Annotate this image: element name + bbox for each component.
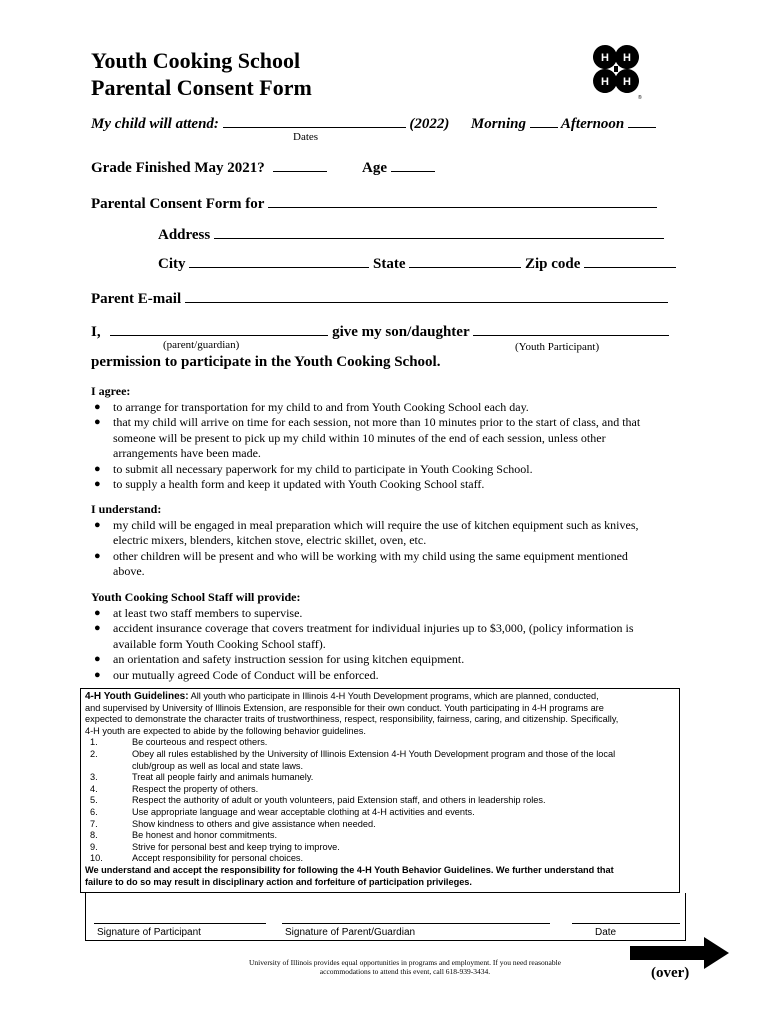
list-item: ● our mutually agreed Code of Conduct will be enforced.: [94, 667, 379, 682]
4-h-clover-icon: [588, 42, 644, 102]
page-title-line2: Parental Consent Form: [91, 75, 312, 100]
morning-label: Morning: [470, 116, 526, 132]
staff-section: [91, 590, 691, 683]
guidelines-intro-line: and supervised by University of Illinois Extension, are responsible for their own conduct. Youth participating in 4-H programs are: [85, 702, 604, 713]
guideline-item-continued: club/group as well as local and state laws.: [132, 760, 304, 771]
signature-box: [85, 893, 686, 941]
guideline-item: 2. Obey all rules established by the University of Illinois Extension 4-H Youth Development program and those of the local: [90, 748, 616, 759]
guideline-item: 9. Strive for personal best and keep trying to improve.: [90, 841, 340, 852]
staff-heading: Youth Cooking School Staff will provide:: [91, 590, 301, 604]
page-title-line1: Youth Cooking School: [91, 48, 301, 73]
guidelines-heading: 4-H Youth Guidelines:: [85, 691, 189, 702]
list-item-continued: above.: [113, 564, 145, 578]
attend-label: My child will attend:: [91, 116, 219, 132]
guideline-item: 8. Be honest and honor commitments.: [90, 830, 278, 841]
guidelines-intro-line: expected to demonstrate the character traits of trustworthiness, respect, responsibility, fairness, caring, and citizenship. Specifically,: [85, 714, 619, 725]
age-row: [362, 157, 435, 177]
give-label: give my son/daughter: [332, 324, 470, 340]
morning-field[interactable]: [530, 113, 558, 128]
svg-text:H: H: [623, 76, 631, 88]
year-label: (2022): [409, 116, 450, 132]
guidelines-intro-line: 4-H youth are expected to abide by the following behavior guidelines.: [85, 725, 366, 736]
guidelines-box: [80, 688, 680, 893]
parent-name-field[interactable]: [110, 321, 328, 336]
guideline-item: 7. Show kindness to others and give assistance when needed.: [90, 818, 376, 829]
afternoon-field[interactable]: [628, 113, 656, 128]
svg-text:H: H: [601, 52, 609, 64]
date-line[interactable]: [572, 923, 680, 924]
email-field[interactable]: [185, 288, 668, 303]
svg-text:H: H: [623, 52, 631, 64]
understand-heading: I understand:: [91, 502, 162, 516]
address-label: Address: [158, 227, 211, 243]
list-item: ● my child will be engaged in meal preparation which will require the use of kitchen equipment such as knives,: [94, 517, 639, 532]
guideline-item: 3. Treat all people fairly and animals humanely.: [90, 772, 314, 783]
guideline-item: 1. Be courteous and respect others.: [90, 737, 268, 748]
consent-for-label: Parental Consent Form for: [91, 196, 265, 212]
youth-caption: (Youth Participant): [515, 341, 600, 353]
parent-signature-label: Signature of Parent/Guardian: [285, 927, 416, 938]
list-item-continued: arrangements have been made.: [113, 446, 261, 460]
list-item: ● to supply a health form and keep it updated with Youth Cooking School staff.: [94, 477, 485, 491]
svg-text:H: H: [601, 76, 609, 88]
address-row: [158, 224, 664, 244]
list-item: ● to submit all necessary paperwork for my child to participate in Youth Cooking School.: [94, 461, 533, 476]
age-label: Age: [362, 160, 387, 176]
agree-section: [91, 384, 691, 493]
state-field[interactable]: [409, 253, 521, 268]
email-label: Parent E-mail: [91, 291, 182, 307]
zip-field[interactable]: [584, 253, 676, 268]
list-item: ● an orientation and safety instruction session for using kitchen equipment.: [94, 652, 465, 666]
guideline-item: 5. Respect the authority of adult or youth volunteers, paid Extension staff, and others in leadership roles.: [90, 795, 546, 806]
list-item: ● at least two staff members to supervise.: [94, 605, 303, 620]
guideline-item: 10. Accept responsibility for personal choices.: [90, 853, 304, 864]
child-name-field[interactable]: [268, 193, 657, 208]
over-label: (over): [651, 965, 690, 981]
state-label: State: [373, 256, 406, 272]
date-label: Date: [595, 927, 617, 938]
city-field[interactable]: [189, 253, 369, 268]
address-field[interactable]: [214, 224, 664, 239]
equal-opportunity-note: University of Illinois provides equal opportunities in programs and employment. If you need reasonable accommodations to attend this event, call 618-939-3434.: [248, 958, 561, 976]
list-item-continued: available form Youth Cooking School staff).: [113, 636, 326, 651]
list-item: ● that my child will arrive on time for each session, not more than 10 minutes prior to the start of class, and that: [94, 415, 641, 429]
attend-row: [91, 113, 656, 133]
understand-section: [91, 502, 691, 580]
guidelines-closing-line1: We understand and accept the responsibility for following the 4-H Youth Behavior Guidelines. We further understand that: [85, 864, 614, 875]
list-item: ● other children will be present and who will be working with my child using the same equipment mentioned: [94, 548, 628, 563]
permission-statement: permission to participate in the Youth Cooking School.: [91, 354, 441, 370]
parent-signature-line[interactable]: [282, 923, 550, 924]
email-row: [91, 288, 668, 308]
i-label: I,: [91, 324, 101, 340]
consent-for-row: [91, 193, 657, 213]
city-state-zip-row: [158, 253, 676, 273]
guidelines-closing-line2: failure to do so may result in disciplinary action and forfeiture of participation privileges.: [85, 876, 472, 887]
list-item: ● accident insurance coverage that covers treatment for individual injuries up to $3,000, (policy information is: [94, 621, 634, 635]
zip-label: Zip code: [525, 256, 581, 272]
dates-caption: Dates: [293, 131, 319, 143]
city-label: City: [158, 256, 186, 272]
participant-signature-line[interactable]: [94, 923, 266, 924]
grade-label: Grade Finished May 2021?: [91, 160, 265, 176]
guidelines-intro: 4-H Youth Guidelines: All youth who participate in Illinois 4-H Youth Development programs, which are planned, conducted,: [85, 691, 599, 702]
afternoon-label: Afternoon: [560, 116, 625, 132]
list-item-continued: electric mixers, blenders, kitchen stove, electric skillet, oven, etc.: [113, 533, 427, 547]
youth-name-field[interactable]: [473, 321, 669, 336]
dates-field[interactable]: [223, 113, 406, 128]
agree-heading: I agree:: [91, 384, 131, 398]
parent-caption: (parent/guardian): [163, 339, 240, 351]
svg-text:®: ®: [638, 95, 642, 101]
grade-row: [91, 157, 327, 177]
list-item-continued: someone will be present to pick up my child within 10 minutes of the end of each session, unless other: [113, 430, 606, 445]
list-item: ● to arrange for transportation for my child to and from Youth Cooking School each day.: [94, 399, 529, 414]
guideline-item: 4. Respect the property of others.: [90, 783, 259, 794]
grade-field[interactable]: [273, 157, 327, 172]
age-field[interactable]: [391, 157, 435, 172]
guideline-item: 6. Use appropriate language and wear acceptable clothing at 4-H activities and events.: [90, 806, 475, 817]
participant-signature-label: Signature of Participant: [97, 927, 201, 938]
permission-row: [91, 321, 669, 341]
